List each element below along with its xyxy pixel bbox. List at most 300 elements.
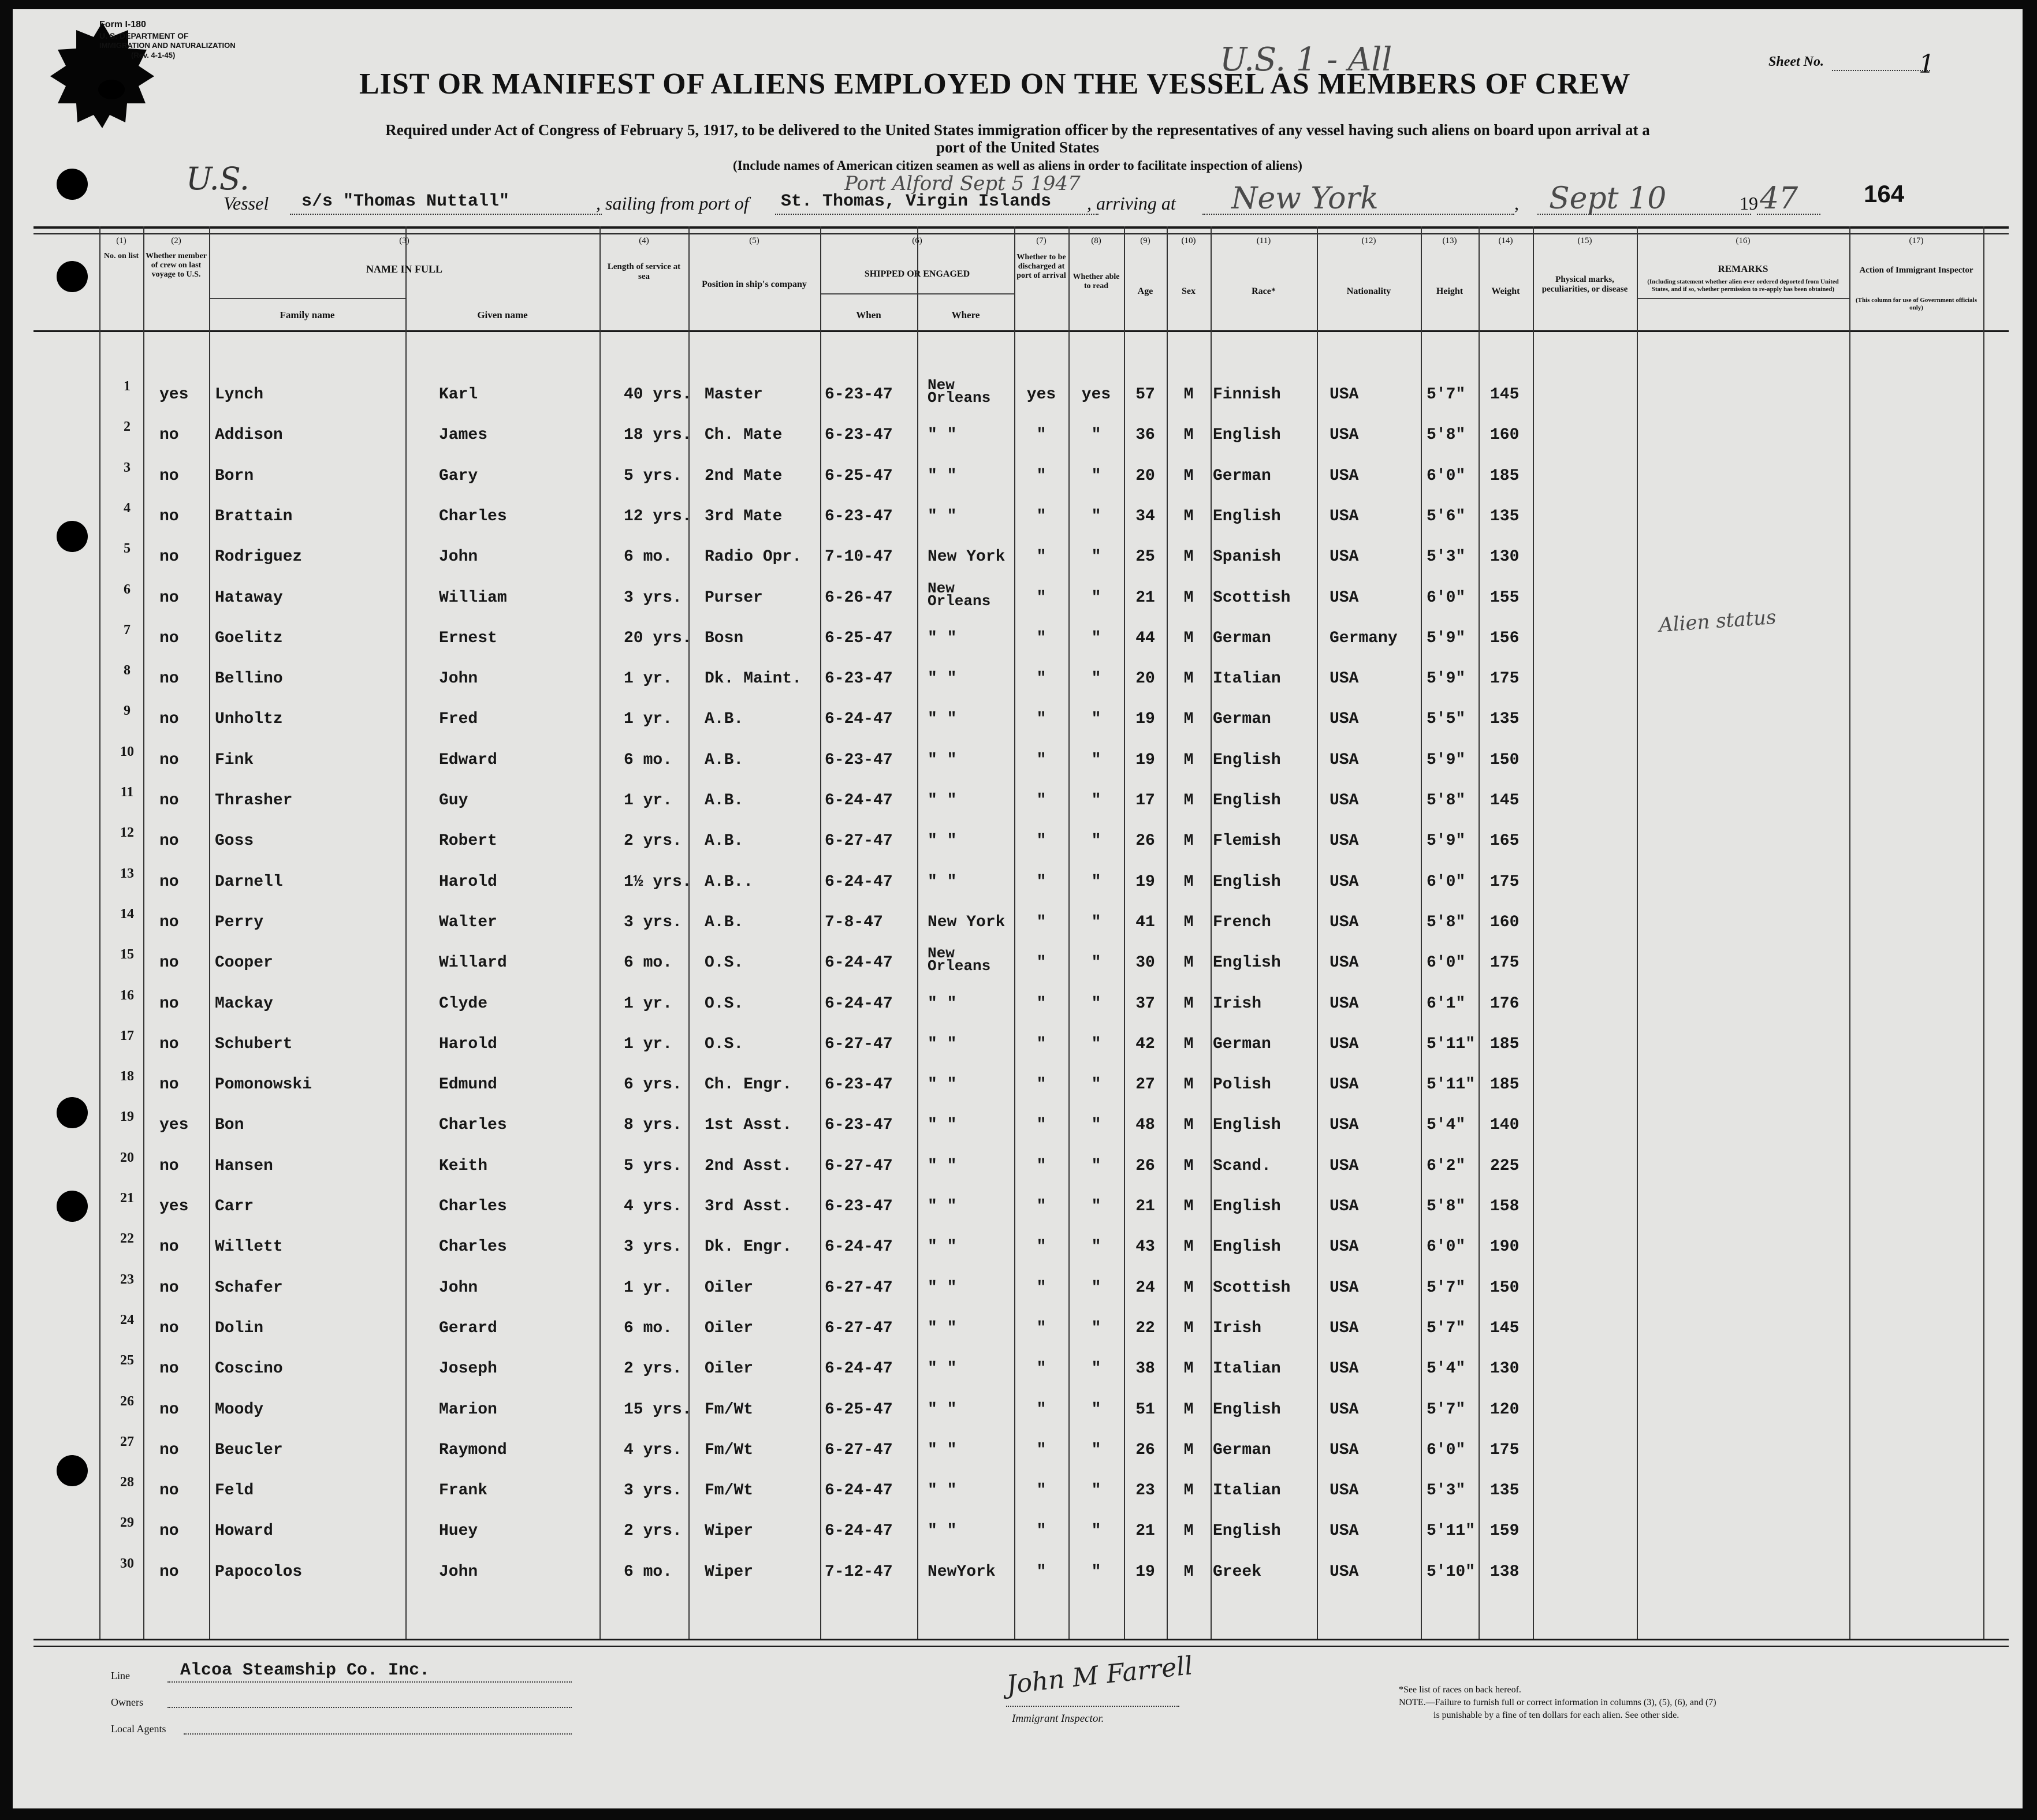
cell-no: 22 [120,1231,134,1247]
cell-age: 36 [1135,426,1155,445]
cell-nat: USA [1330,1360,1359,1378]
cell-sex: M [1183,386,1194,404]
cell-race: English [1213,872,1281,891]
cell-weight: 140 [1490,1116,1520,1135]
cell-weight: 185 [1490,1076,1520,1094]
column-header: Whether to be discharged at port of arrival [1016,253,1066,280]
cell-no: 11 [120,785,134,800]
column-header: When [856,309,881,320]
cell-given: William [439,588,507,607]
cell-no: 7 [124,622,131,637]
cell-position: A.B. [705,832,744,851]
cell-family: Schafer [215,1278,283,1297]
cell-nat: USA [1330,913,1359,931]
cell-no: 8 [124,663,131,678]
cell-read: " [1091,426,1101,445]
cell-where: " " [928,1522,957,1541]
cell-when: 6-24-47 [825,710,893,729]
cell-nat: USA [1330,588,1359,607]
cell-position: Radio Opr. [705,548,802,566]
cell-no: 10 [120,744,134,759]
column-number: (1) [116,236,126,245]
column-number: (14) [1498,236,1513,245]
cell-weight: 156 [1490,629,1520,647]
cell-where: " " [928,1035,957,1053]
cell-race: Finnish [1213,386,1281,404]
cell-service: 6 mo. [624,954,673,972]
cell-service: 2 yrs. [624,832,682,851]
cell-height: 6'0" [1427,872,1466,891]
cell-prev: yes [159,386,189,404]
cell-age: 23 [1135,1482,1155,1500]
cell-position: A.B.. [705,872,754,891]
cell-sex: M [1183,751,1194,769]
column-divider [99,226,100,1639]
cell-prev: no [159,1360,179,1378]
cell-prev: no [159,548,179,566]
cell-discharged: " [1036,1076,1047,1094]
cell-prev: no [159,1157,179,1175]
cell-prev: no [159,792,179,810]
cell-no: 28 [120,1475,134,1490]
cell-height: 6'0" [1427,467,1466,485]
cell-prev: no [159,670,179,688]
cell-when: 6-23-47 [825,751,893,769]
cell-prev: no [159,1562,179,1581]
cell-height: 6'1" [1427,994,1466,1013]
cell-age: 38 [1135,1360,1155,1378]
cell-read: " [1091,1076,1101,1094]
cell-nat: USA [1330,1400,1359,1419]
cell-age: 19 [1135,710,1155,729]
cell-sex: M [1183,426,1194,445]
cell-no: 17 [120,1028,134,1043]
cell-where: " " [928,507,957,525]
cell-when: 6-27-47 [825,832,893,851]
column-divider [820,226,821,1639]
cell-race: Spanish [1213,548,1281,566]
punch-hole [57,1455,88,1486]
cell-when: 6-27-47 [825,1319,893,1337]
note-races: *See list of races on back hereof. [1399,1685,1521,1695]
cell-age: 26 [1135,832,1155,851]
cell-family: Papocolos [215,1562,303,1581]
cell-service: 5 yrs. [624,467,682,485]
cell-when: 6-24-47 [825,1238,893,1256]
cell-race: Italian [1213,1360,1281,1378]
cell-height: 5'10" [1427,1562,1476,1581]
cell-family: Bellino [215,670,283,688]
cell-sex: M [1183,994,1194,1013]
cell-where: New Orleans [928,376,991,406]
column-header: Whether member of crew on last voyage to U.S. [146,252,207,279]
cell-sex: M [1183,832,1194,851]
cell-race: English [1213,426,1281,445]
cell-age: 21 [1135,1522,1155,1541]
cell-no: 29 [120,1515,134,1531]
cell-prev: no [159,710,179,729]
cell-position: Ch. Engr. [705,1076,792,1094]
cell-weight: 175 [1490,1441,1520,1459]
cell-height: 5'6" [1427,507,1466,525]
cell-no: 16 [120,987,134,1003]
cell-where: New Orleans [928,579,991,610]
cell-position: Dk. Engr. [705,1238,792,1256]
year-hand: 47 [1760,181,1798,216]
cell-discharged: " [1036,751,1047,769]
cell-nat: USA [1330,1157,1359,1175]
cell-nat: Germany [1330,629,1398,647]
cell-discharged: " [1036,1482,1047,1500]
column-header: (This column for use of Government officials only) [1855,297,1977,311]
cell-position: O.S. [705,954,744,972]
cell-age: 26 [1135,1157,1155,1175]
cell-family: Perry [215,913,264,931]
cell-family: Addison [215,426,283,445]
dept-line1: U. S. DEPARTMENT OF [99,31,189,40]
cell-discharged: " [1036,913,1047,931]
cell-height: 6'0" [1427,1238,1466,1256]
cell-race: English [1213,1198,1281,1215]
cell-nat: USA [1330,1482,1359,1500]
cell-when: 6-27-47 [825,1157,893,1175]
cell-given: Charles [439,507,507,525]
cell-discharged: " [1036,710,1047,729]
cell-service: 6 mo. [624,1562,673,1581]
cell-read: " [1091,1562,1101,1581]
cell-given: Harold [439,872,497,891]
cell-no: 14 [120,906,134,922]
cell-service: 18 yrs. [624,426,692,445]
cell-service: 1 yr. [624,994,673,1013]
cell-sex: M [1183,954,1194,972]
cell-sex: M [1183,872,1194,891]
cell-sex: M [1183,588,1194,607]
column-header: Action of Immigrant Inspector [1859,266,1973,275]
cell-height: 5'4" [1427,1116,1466,1135]
cell-discharged: " [1036,1238,1047,1256]
cell-weight: 120 [1490,1400,1520,1419]
cell-nat: USA [1330,1076,1359,1094]
cell-when: 6-27-47 [825,1035,893,1053]
cell-where: " " [928,426,957,445]
cell-discharged: " [1036,1278,1047,1297]
cell-no: 3 [124,460,131,475]
cell-family: Rodriguez [215,548,303,566]
cell-height: 5'3" [1427,1482,1466,1500]
column-header: Height [1436,286,1463,296]
sailing-label: , sailing from port of [596,193,749,214]
cell-nat: USA [1330,1278,1359,1297]
required-line2: port of the United States [936,139,1099,156]
cell-height: 5'8" [1427,792,1466,810]
cell-position: 3rd Asst. [705,1198,792,1215]
cell-nat: USA [1330,1238,1359,1256]
cell-discharged: " [1036,954,1047,972]
cell-no: 2 [124,419,131,435]
cell-no: 1 [124,379,131,394]
cell-service: 1 yr. [624,710,673,729]
column-divider [1533,226,1534,1639]
cell-position: Dk. Maint. [705,670,802,688]
cell-read: " [1091,1198,1101,1215]
cell-prev: no [159,467,179,485]
cell-where: " " [928,994,957,1013]
cell-given: Edward [439,751,497,769]
cell-given: Marion [439,1400,497,1419]
cell-when: 7-8-47 [825,913,883,931]
cell-read: " [1091,507,1101,525]
column-number: (11) [1256,236,1271,245]
cell-sex: M [1183,1116,1194,1135]
cell-read: " [1091,1482,1101,1500]
cell-family: Goss [215,832,254,851]
cell-race: German [1213,710,1271,729]
cell-when: 6-23-47 [825,386,893,404]
cell-height: 6'0" [1427,1441,1466,1459]
cell-when: 6-23-47 [825,1198,893,1215]
cell-nat: USA [1330,1562,1359,1581]
cell-weight: 145 [1490,792,1520,810]
cell-nat: USA [1330,1198,1359,1215]
cell-nat: USA [1330,670,1359,688]
column-header: Whether able to read [1073,273,1120,290]
cell-read: " [1091,670,1101,688]
cell-position: O.S. [705,1035,744,1053]
cell-service: 1 yr. [624,1035,673,1053]
cell-sex: M [1183,1522,1194,1541]
cell-sex: M [1183,629,1194,647]
cell-discharged: " [1036,1157,1047,1175]
cell-service: 8 yrs. [624,1116,682,1135]
cell-discharged: " [1036,1562,1047,1581]
cell-given: Harold [439,1035,497,1053]
cell-weight: 190 [1490,1238,1520,1256]
cell-no: 4 [124,500,131,516]
cell-where: " " [928,832,957,851]
cell-given: Guy [439,792,468,810]
column-header: Sex [1182,286,1196,296]
left-handwritten-mark: U.S. [186,161,249,197]
column-divider [917,226,918,1639]
cell-read: " [1091,1116,1101,1135]
cell-when: 7-12-47 [825,1562,893,1581]
cell-age: 34 [1135,507,1155,525]
cell-given: Ernest [439,629,497,647]
cell-sex: M [1183,1157,1194,1175]
cell-nat: USA [1330,1441,1359,1459]
cell-read: " [1091,467,1101,485]
cell-read: " [1091,710,1101,729]
cell-service: 3 yrs. [624,1238,682,1256]
cell-service: 1 yr. [624,792,673,810]
cell-service: 3 yrs. [624,913,682,931]
cell-family: Goelitz [215,629,283,647]
cell-where: " " [928,1157,957,1175]
cell-age: 26 [1135,1441,1155,1459]
cell-position: Oiler [705,1278,754,1297]
cell-when: 6-27-47 [825,1441,893,1459]
cell-given: Charles [439,1198,507,1215]
cell-family: Hataway [215,588,283,607]
column-number: (5) [749,236,759,245]
arrival-date: Sept 10 [1549,181,1667,216]
local-agents-label: Local Agents [111,1723,166,1735]
column-number: (6) [912,236,922,245]
column-header: Weight [1491,286,1520,296]
cell-no: 21 [120,1191,134,1206]
cell-height: 5'4" [1427,1360,1466,1378]
cell-age: 20 [1135,467,1155,485]
cell-given: Robert [439,832,497,851]
cell-position: A.B. [705,751,744,769]
cell-sex: M [1183,913,1194,931]
form-revision: (Rev. 4-1-45) [131,51,176,59]
cell-where: NewYork [928,1562,996,1581]
cell-given: Gerard [439,1319,497,1337]
column-number: (3) [399,236,409,245]
cell-height: 5'9" [1427,751,1466,769]
cell-height: 5'5" [1427,710,1466,729]
cell-when: 6-24-47 [825,1482,893,1500]
cell-race: Scottish [1213,588,1291,607]
cell-read: " [1091,1319,1101,1337]
cell-race: English [1213,954,1281,972]
cell-no: 9 [124,703,131,719]
sheet-number-mark: 1 [1919,50,1935,79]
cell-service: 4 yrs. [624,1198,682,1215]
cell-discharged: yes [1026,386,1056,404]
cell-age: 19 [1135,1562,1155,1581]
cell-family: Willett [215,1238,283,1256]
column-number: (7) [1036,236,1047,245]
cell-sex: M [1183,1441,1194,1459]
cell-service: 1 yr. [624,670,673,688]
cell-nat: USA [1330,832,1359,851]
cell-when: 6-25-47 [825,1400,893,1419]
cell-race: Flemish [1213,832,1281,851]
cell-where: " " [928,467,957,485]
page-number: 164 [1864,180,1905,207]
punch-hole [57,261,88,292]
cell-weight: 135 [1490,1482,1520,1500]
cell-given: Frank [439,1482,488,1500]
cell-family: Darnell [215,872,283,891]
cell-age: 57 [1135,386,1155,404]
year-prefix: 19 [1740,193,1758,214]
cell-no: 15 [120,947,134,963]
cell-prev: no [159,1441,179,1459]
cell-where: " " [928,670,957,688]
cell-discharged: " [1036,426,1047,445]
cell-where: " " [928,1198,957,1215]
column-header: Nationality [1346,286,1391,296]
column-header: Position in ship's company [702,279,807,289]
column-header: (Including statement whether alien ever ordered deported from United States, and if so, whether permission to re-apply has been obtained) [1647,278,1839,293]
cell-where: " " [928,1319,957,1337]
cell-given: Charles [439,1116,507,1135]
cell-no: 26 [120,1393,134,1409]
cell-position: A.B. [705,710,744,729]
column-divider [1637,226,1638,1639]
cell-weight: 160 [1490,426,1520,445]
cell-read: " [1091,792,1101,810]
cell-position: Purser [705,588,763,607]
cell-where: " " [928,1238,957,1256]
cell-no: 23 [120,1271,134,1287]
cell-position: Ch. Mate [705,426,783,445]
cell-race: English [1213,792,1281,810]
cell-read: " [1091,1441,1101,1459]
cell-prev: no [159,426,179,445]
cell-height: 5'7" [1427,1319,1466,1337]
cell-weight: 145 [1490,1319,1520,1337]
cell-read: " [1091,1238,1101,1256]
cell-prev: no [159,913,179,931]
cell-height: 5'8" [1427,1198,1466,1215]
cell-race: German [1213,1035,1271,1053]
cell-family: Bon [215,1116,244,1135]
manifest-sheet: Form I-180 U. S. DEPARTMENT OF IMMIGRATION AND NATURALIZATION (Rev. 4-1-45) U.S. 1 - All Sheet No. 1 LIST OR MANIFEST OF ALIENS EMPLOYED ON THE VESSEL AS MEMBERS OF CREW Required under Act of Congress of February 5, 1917, to be delivered to the United States immigration officer by the representatives of any vessel having such aliens on board upon arrival at a port of the United States (Include names of American citizen seamen as well as aliens in order to facilitate inspection of aliens) U.S. Vessel s/s "Thomas Nuttall" , sailing from port of St. Thomas, Virgin Islands Port Alford Sept 5 1947 , arriving at New York , Sept 10 19 47 164 (1) No. on list (2) Whether member of crew on last voyage to U.S. (3) NAME IN FULL Family name Given name (4) Length of service at sea (5) Position in ship's company (6) SHIPPED OR ENGAGED When Where (7) Whether to be discharged at port of arrival (8) Whether able to read (9) Age (10) Sex (11) Race* (12) Nationality (13) Height (14) Weight (15) Physical marks, peculiarities, or disease (16) REMARKS (Including statement whether alien ever ordered deported from United States, and if so, whether permission to re-apply has been obtained) (17) Action of Immigrant Inspector (This column for use of Government officials only) 1 yes Lynch Karl 40 yrs. Master 6-23-47 New Orleans yes yes 57 M Finnish USA 5'7" 145 2 no Addison James 18 yrs. Ch. Mate 6-23-47 " " " " 36 M English USA 5'8" 160 3 no Born Gary 5 yrs. 2nd Mate 6-25-47 " " " " 20 M German USA 6'0" 185 4 no Brattain Charles 12 yrs. 3rd Mate 6-23-47 " " " " 34 M English USA 5'6" 135 5 no Rodriguez John 6 mo. Radio Opr. 7-10-47 New York " " 25 M Spanish USA 5'3" 130 6 no Hataway William 3 yrs. Purser 6-26-47 New Orleans " " 21 M Scottish USA 6'0" 155 7 no Goelitz Ernest 20 yrs. Bosn 6-25-47 " " " " 44 M German Germany 5'9" 156 8 no Bellino John 1 yr. Dk. Maint. 6-23-47 " " " " 20 M Italian USA 5'9" 175 9 no Unholtz Fred 1 yr. A.B. 6-24-47 " " " " 19 M German USA 5'5" 135 10 no Fink Edward 6 mo. A.B. 6-23-47 " " " " 19 M English USA 5'9" 150 11 no Thrasher Guy 1 yr. A.B. 6-24-47 " " " " 17 M English USA 5'8" 145 12 no Goss Robert 2 yrs. A.B. 6-27-47 " " " " 26 M Flemish USA 5'9" 165 13 no Darnell Harold 1½ yrs. A.B.. 6-24-47 " " " " 19 M English USA 6'0" 175 14 no Perry Walter 3 yrs. A.B. 7-8-47 New York " " 41 M French USA 5'8" 160 15 no Cooper Willard 6 mo. O.S. 6-24-47 New Orleans " " 30 M English USA 6'0" 175 16 no Mackay Clyde 1 yr. O.S. 6-24-47 " " " " 37 M Irish USA 6'1" 176 17 no Schubert Harold 1 yr. O.S. 6-27-47 " " " " 42 M German USA 5'11" 185 18 no Pomonowski Edmund 6 yrs. Ch. Engr. 6-23-47 " " " " 27 M Polish USA 5'11" 185 19 yes Bon Charles 8 yrs. 1st Asst. 6-23-47 " " " " 48 M English USA 5'4" 140 20 no Hansen Keith 5 yrs. 2nd Asst. 6-27-47 " " " " 26 M Scand. USA 6'2" 225 21 yes Carr Charles 4 yrs. 3rd Asst. 6-23-47 " " " " 21 M English USA 5'8" 158 22 no Willett Charles 3 yrs. Dk. Engr. 6-24-47 " " " " 43 M English USA 6'0" 190 23 no Schafer John 1 yr. Oiler 6-27-47 " " " " 24 M Scottish USA 5'7" 150 24 no Dolin Gerard 6 mo. Oiler 6-27-47 " " " " 22 M Irish USA 5'7" 145 25 no Coscino Joseph 2 yrs. Oiler 6-24-47 " " " " 38 M Italian USA 5'4" 130 26 no Moody Marion 15 yrs. Fm/Wt 6-25-47 " " " " 51 M English USA 5'7" 120 27 no Beucler Raymond 4 yrs. Fm/Wt 6-27-47 " " " " 26 M German USA 6'0" 175 28 no Feld Frank 3 yrs. Fm/Wt 6-24-47 " " " " 23 M Italian USA 5'3" 135 29 no Howard Huey 2 yrs. Wiper 6-24-47 " " " " 21 M English USA 5'11" 159 30 no Papocolos John 6 mo. Wiper 7-12-47 NewYork " " 19 M Greek USA 5'10" 138 Alien status Line Alcoa Steamship Co. Inc. Owners Local Agents John M Farrell Immigrant Inspector. *See list of races on back hereof. NOTE.—Failure to furnish full or correct information in columns (3), (5), (6), and (7) is punishable by a fine of ten dollars for each alien. See other side. [13,9,2023,1808]
cell-where: " " [928,1116,957,1135]
cell-read: " [1091,1522,1101,1541]
cell-race: Italian [1213,1482,1281,1500]
cell-age: 19 [1135,751,1155,769]
cell-race: English [1213,1238,1281,1256]
cell-discharged: " [1036,1400,1047,1419]
cell-race: German [1213,629,1271,647]
cell-given: James [439,426,488,445]
cell-where: " " [928,1482,957,1500]
cell-position: Oiler [705,1360,754,1378]
cell-position: 2nd Asst. [705,1157,792,1175]
cell-service: 3 yrs. [624,1482,682,1500]
cell-given: Karl [439,386,478,404]
cell-prev: no [159,751,179,769]
cell-given: Huey [439,1522,478,1541]
cell-height: 5'11" [1427,1522,1476,1541]
cell-read: " [1091,994,1101,1013]
column-divider [143,226,144,1639]
cell-height: 5'11" [1427,1076,1476,1094]
cell-when: 6-23-47 [825,426,893,445]
cell-service: 15 yrs. [624,1400,692,1419]
cell-family: Brattain [215,507,293,525]
cell-sex: M [1183,1076,1194,1094]
cell-service: 6 mo. [624,751,673,769]
punch-hole [57,1097,88,1128]
cell-weight: 175 [1490,872,1520,891]
column-header: Physical marks, peculiarities, or disease [1541,275,1628,294]
cell-prev: no [159,588,179,607]
cell-discharged: " [1036,507,1047,525]
cell-weight: 155 [1490,588,1520,607]
line-value: Alcoa Steamship Co. Inc. [180,1661,430,1680]
cell-family: Fink [215,751,254,769]
cell-sex: M [1183,792,1194,810]
cell-weight: 150 [1490,751,1520,769]
cell-nat: USA [1330,426,1359,445]
cell-no: 25 [120,1353,134,1368]
cell-when: 6-24-47 [825,954,893,972]
cell-height: 5'9" [1427,629,1466,647]
cell-weight: 145 [1490,386,1520,404]
cell-weight: 130 [1490,1360,1520,1378]
cell-nat: USA [1330,792,1359,810]
cell-where: New York [928,548,1006,566]
owners-label: Owners [111,1696,143,1708]
cell-family: Carr [215,1198,254,1215]
